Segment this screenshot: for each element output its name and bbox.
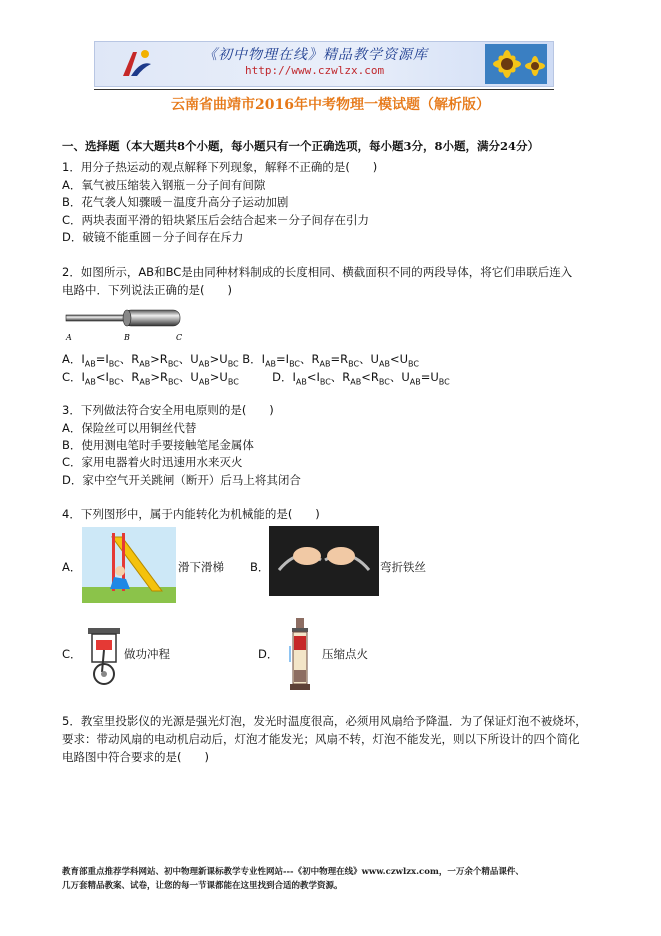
q5-line1: 5．教室里投影仪的光源是强光灯泡，发光时温度很高，必须用风扇给予降温．为了保证灯泡不被烧坏，: [62, 714, 587, 728]
site-logo-icon: [115, 46, 155, 82]
q4-caption-a: 滑下滑梯: [178, 560, 224, 574]
compression-ignition-image: [286, 618, 314, 692]
q1-option-a: A．氧气被压缩装入钢瓶－分子间有间隙: [62, 178, 266, 192]
q1-option-b: B．花气袭人知骤暖－温度升高分子运动加剧: [62, 195, 289, 209]
q4-caption-b: 弯折铁丝: [380, 560, 426, 574]
sunflower-icon: [485, 44, 547, 84]
fig-label-c: C: [176, 333, 183, 342]
q1-stem: 1．用分子热运动的观点解释下列现象，解释不正确的是( ): [62, 160, 378, 174]
q3-option-c: C．家用电器着火时迅速用水来灭火: [62, 455, 243, 469]
q4-caption-c: 做功冲程: [124, 647, 170, 661]
q3-option-d: D．家中空气开关跳闸（断开）后马上将其闭合: [62, 473, 301, 487]
fig-label-b: B: [124, 333, 130, 342]
q4-stem: 4．下列图形中，属于内能转化为机械能的是( ): [62, 507, 320, 521]
q2-stem-line2: 电路中．下列说法正确的是( ): [62, 283, 232, 297]
banner-url[interactable]: http://www.czwlzx.com: [245, 64, 385, 77]
document-title: 云南省曲靖市2016年中考物理一模试题（解析版）: [171, 97, 490, 113]
footer-line2: 几万套精品教案、试卷，让您的每一节课都能在这里找到合适的教学资源。: [62, 881, 343, 891]
q2-stem-line1: 2．如图所示，AB和BC是由同种材料制成的长度相同、横截面积不同的两段导体，将它们串联后连入: [62, 265, 573, 279]
q5-line3: 电路图中符合要求的是( ): [62, 750, 209, 764]
q1-option-c: C．两块表面平滑的铅块紧压后会结合起来－分子间存在引力: [62, 213, 370, 227]
q2-options-row1: A．$I_{AB}=I_{BC}$、$R_{AB}>R_{BC}$、$U_{AB}>U_{BC}$ B．$I_{AB}=I_{BC}$、$R_{AB}=R_{BC}$、$U_{AB}<U_{BC}$: [62, 352, 419, 369]
q4-caption-d: 压缩点火: [322, 647, 368, 661]
header-rule: [94, 89, 554, 90]
q3-option-b: B．使用测电笔时手要接触笔尾金属体: [62, 438, 254, 452]
q4-label-a: A．: [62, 560, 82, 574]
page-footer: [62, 865, 602, 893]
q3-stem: 3．下列做法符合安全用电原则的是( ): [62, 403, 274, 417]
footer-line1: 教育部重点推荐学科网站、初中物理新课标教学专业性网站---《初中物理在线》www.czwlzx.com，一万余个精品课件、: [62, 867, 524, 877]
q4-label-d: D．: [258, 647, 279, 661]
q2-options-row2: C．$I_{AB}<I_{BC}$、$R_{AB}>R_{BC}$、$U_{AB}>U_{BC}$ D．$I_{AB}<I_{BC}$、$R_{AB}<R_{BC}$、$U_{AB}=U_{BC}$: [62, 370, 450, 387]
fig-label-a: A: [66, 333, 72, 342]
slide-image: [82, 527, 176, 603]
engine-stroke-image: [82, 626, 126, 688]
section-heading: 一、选择题（本大题共8个小题，每小题只有一个正确选项，每小题3分，8小题，满分24分）: [62, 139, 540, 153]
q3-option-a: A．保险丝可以用铜丝代替: [62, 421, 197, 435]
header-banner: [94, 41, 554, 87]
q1-option-d: D．破镜不能重圆－分子间存在斥力: [62, 230, 244, 244]
conductor-figure: [64, 306, 186, 344]
bending-wire-image: [269, 526, 379, 596]
q5-line2: 要求：带动风扇的电动机启动后，灯泡才能发光；风扇不转，灯泡不能发光，则以下所设计的四个简化: [62, 732, 580, 746]
banner-title: 《初中物理在线》精品教学资源库: [203, 47, 428, 63]
q4-label-c: C．: [62, 647, 82, 661]
q4-label-b: B．: [250, 560, 270, 574]
